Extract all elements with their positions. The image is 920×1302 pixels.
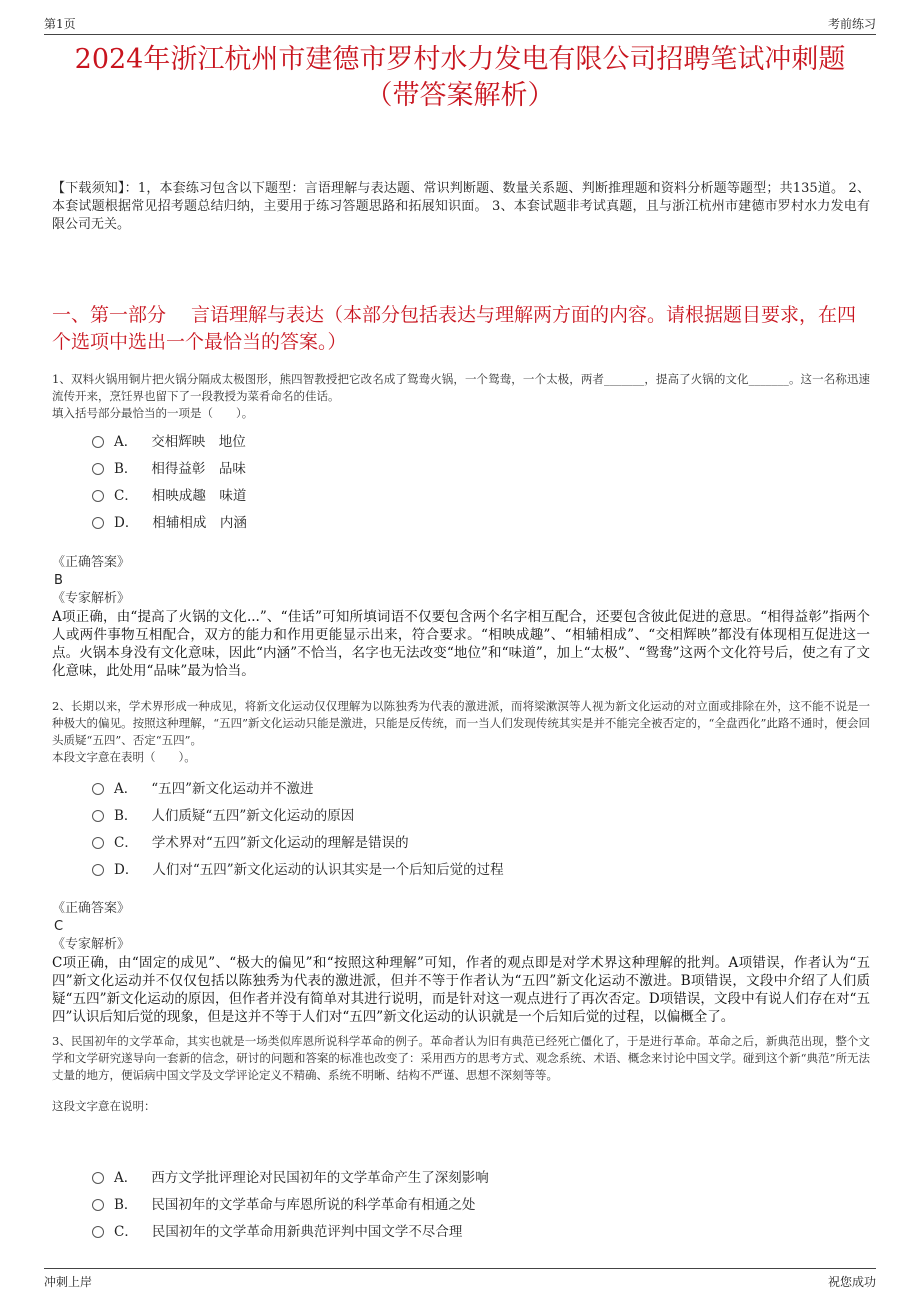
- radio-icon[interactable]: [92, 490, 104, 502]
- question-2-options: [92, 773, 870, 881]
- footer-left: 冲刺上岸: [44, 1275, 93, 1289]
- question-1-answer-block: [52, 554, 870, 680]
- radio-icon[interactable]: [92, 810, 104, 822]
- radio-icon[interactable]: [92, 463, 104, 475]
- question-1-options: [92, 426, 870, 534]
- question-stem: 2、长期以来，学术界形成一种成见，将新文化运动仅仅理解为以陈独秀为代表的激进派，而将梁漱溟等人视为新文化运动的对立面或排除在外，这不能不说是一种极大的偏见。按照这种理解，“五四”新文化运动只能是激进，只能是反传统，而一当人们发现传统其实是并不能完全被否定的，“全盘西化”此路不通时，便会回头质疑“五四”、否定“五四”。: [52, 699, 870, 747]
- question-stem: 1、双料火锅用铜片把火锅分隔成太极图形，熊四智教授把它改名成了鸳鸯火锅，一个鸳鸯，一个太极，两者_______，提高了火锅的文化_______。这一名称迅速流传开来，烹饪界也留下了一段教授为菜肴命名的佳话。: [52, 372, 870, 403]
- option-a[interactable]: A． 西方文学批评理论对民国初年的文学革命产生了深刻影响: [92, 1162, 870, 1189]
- section-title: 一、第一部分 言语理解与表达（本部分包括表达与理解两方面的内容。请根据题目要求，在四个选项中选出一个最恰当的答案。）: [52, 304, 857, 353]
- footer-right: 祝您成功: [827, 1275, 876, 1289]
- analysis-label: 《专家解析》: [52, 591, 131, 606]
- option-a[interactable]: A． 交相辉映 地位: [92, 426, 870, 453]
- document-title: 2024年浙江杭州市建德市罗村水力发电有限公司招聘笔试冲刺题（带答案解析）: [74, 44, 846, 111]
- question-prompt: 这段文字意在说明：: [52, 1099, 156, 1113]
- question-2: [52, 698, 870, 766]
- analysis-text: A项正确，由“提高了火锅的文化...”、“佳话”可知所填词语不仅要包含两个名字相互配合，还要包含彼此促进的意思。“相得益彰”指两个人或两件事物互相配合，双方的能力和作用更能显示出来，符合要求。“相映成趣”、“相辅相成”、“交相辉映”都没有体现相互促进这一点。火锅本身没有文化意味，因此“内涵”不恰当，名字也无法改变“地位”和“味道”，加上“太极”、“鸳鸯”这两个文化符号后，使之有了文化意味，此处用“品味”最为恰当。: [52, 609, 870, 679]
- radio-icon[interactable]: [92, 864, 104, 876]
- answer-label: 《正确答案》: [52, 901, 131, 916]
- radio-icon[interactable]: [92, 1199, 104, 1211]
- answer-label: 《正确答案》: [52, 555, 131, 570]
- option-a[interactable]: A． “五四”新文化运动并不激进: [92, 773, 870, 800]
- correct-answer: B: [54, 573, 63, 588]
- question-3: [52, 1033, 870, 1115]
- radio-icon[interactable]: [92, 783, 104, 795]
- header-tag: 考前练习: [827, 17, 876, 31]
- question-1: [52, 371, 870, 422]
- radio-icon[interactable]: [92, 1172, 104, 1184]
- option-b[interactable]: B． 相得益彰 品味: [92, 453, 870, 480]
- page-header: [44, 12, 876, 35]
- radio-icon[interactable]: [92, 517, 104, 529]
- option-d[interactable]: D． 相辅相成 内涵: [92, 507, 870, 534]
- radio-icon[interactable]: [92, 837, 104, 849]
- download-notice: 【下载须知】：1，本套练习包含以下题型：言语理解与表达题、常识判断题、数量关系题、判断推理题和资料分析题等题型；共135道。 2、本套试题根据常见招考题总结归纳，主要用于练习答题思路和拓展知识面。 3、本套试题非考试真题，且与浙江杭州市建德市罗村水力发电有限公司无关。: [52, 181, 870, 232]
- question-stem: 3、民国初年的文学革命，其实也就是一场类似库恩所说科学革命的例子。革命者认为旧有典范已经死亡僵化了，于是进行革命。革命之后，新典范出现，整个文学和文学研究遂导向一套新的信念，研讨的问题和答案的标准也改变了：采用西方的思考方式、观念系统、术语、概念来讨论中国文学。碰到这个新“典范”所无法丈量的地方，便诟病中国文学及文学评论定义不精确、系统不明晰、结构不严谨、思想不深刻等等。: [52, 1034, 870, 1082]
- analysis-label: 《专家解析》: [52, 937, 131, 952]
- option-d[interactable]: D． 人们对“五四”新文化运动的认识其实是一个后知后觉的过程: [92, 854, 870, 881]
- radio-icon[interactable]: [92, 1226, 104, 1238]
- option-c[interactable]: C． 民国初年的文学革命用新典范评判中国文学不尽合理: [92, 1216, 870, 1243]
- question-2-answer-block: [52, 900, 870, 1026]
- option-b[interactable]: B． 人们质疑“五四”新文化运动的原因: [92, 800, 870, 827]
- question-3-options: [92, 1162, 870, 1243]
- option-c[interactable]: C． 学术界对“五四”新文化运动的理解是错误的: [92, 827, 870, 854]
- option-b[interactable]: B． 民国初年的文学革命与库恩所说的科学革命有相通之处: [92, 1189, 870, 1216]
- page-number: 第1页: [44, 17, 76, 31]
- radio-icon[interactable]: [92, 436, 104, 448]
- question-prompt: 本段文字意在表明（ ）。: [52, 750, 196, 764]
- question-prompt: 填入括号部分最恰当的一项是（ ）。: [52, 406, 254, 420]
- page-footer: [44, 1268, 876, 1293]
- analysis-text: C项正确，由“固定的成见”、“极大的偏见”和“按照这种理解”可知，作者的观点即是对学术界这种理解的批判。A项错误，作者认为“五四”新文化运动并不仅仅包括以陈独秀为代表的激进派，但并不等于作者认为“五四”新文化运动不激进。B项错误，文段中介绍了人们质疑“五四”新文化运动的原因，但作者并没有简单对其进行说明，而是针对这一观点进行了再次否定。D项错误，文段中有说人们存在对“五四”认识后知后觉的现象，但是这并不等于人们对“五四”新文化运动的认识就是一个后知后觉的过程，以偏概全了。: [52, 955, 870, 1025]
- correct-answer: C: [54, 919, 64, 934]
- option-c[interactable]: C． 相映成趣 味道: [92, 480, 870, 507]
